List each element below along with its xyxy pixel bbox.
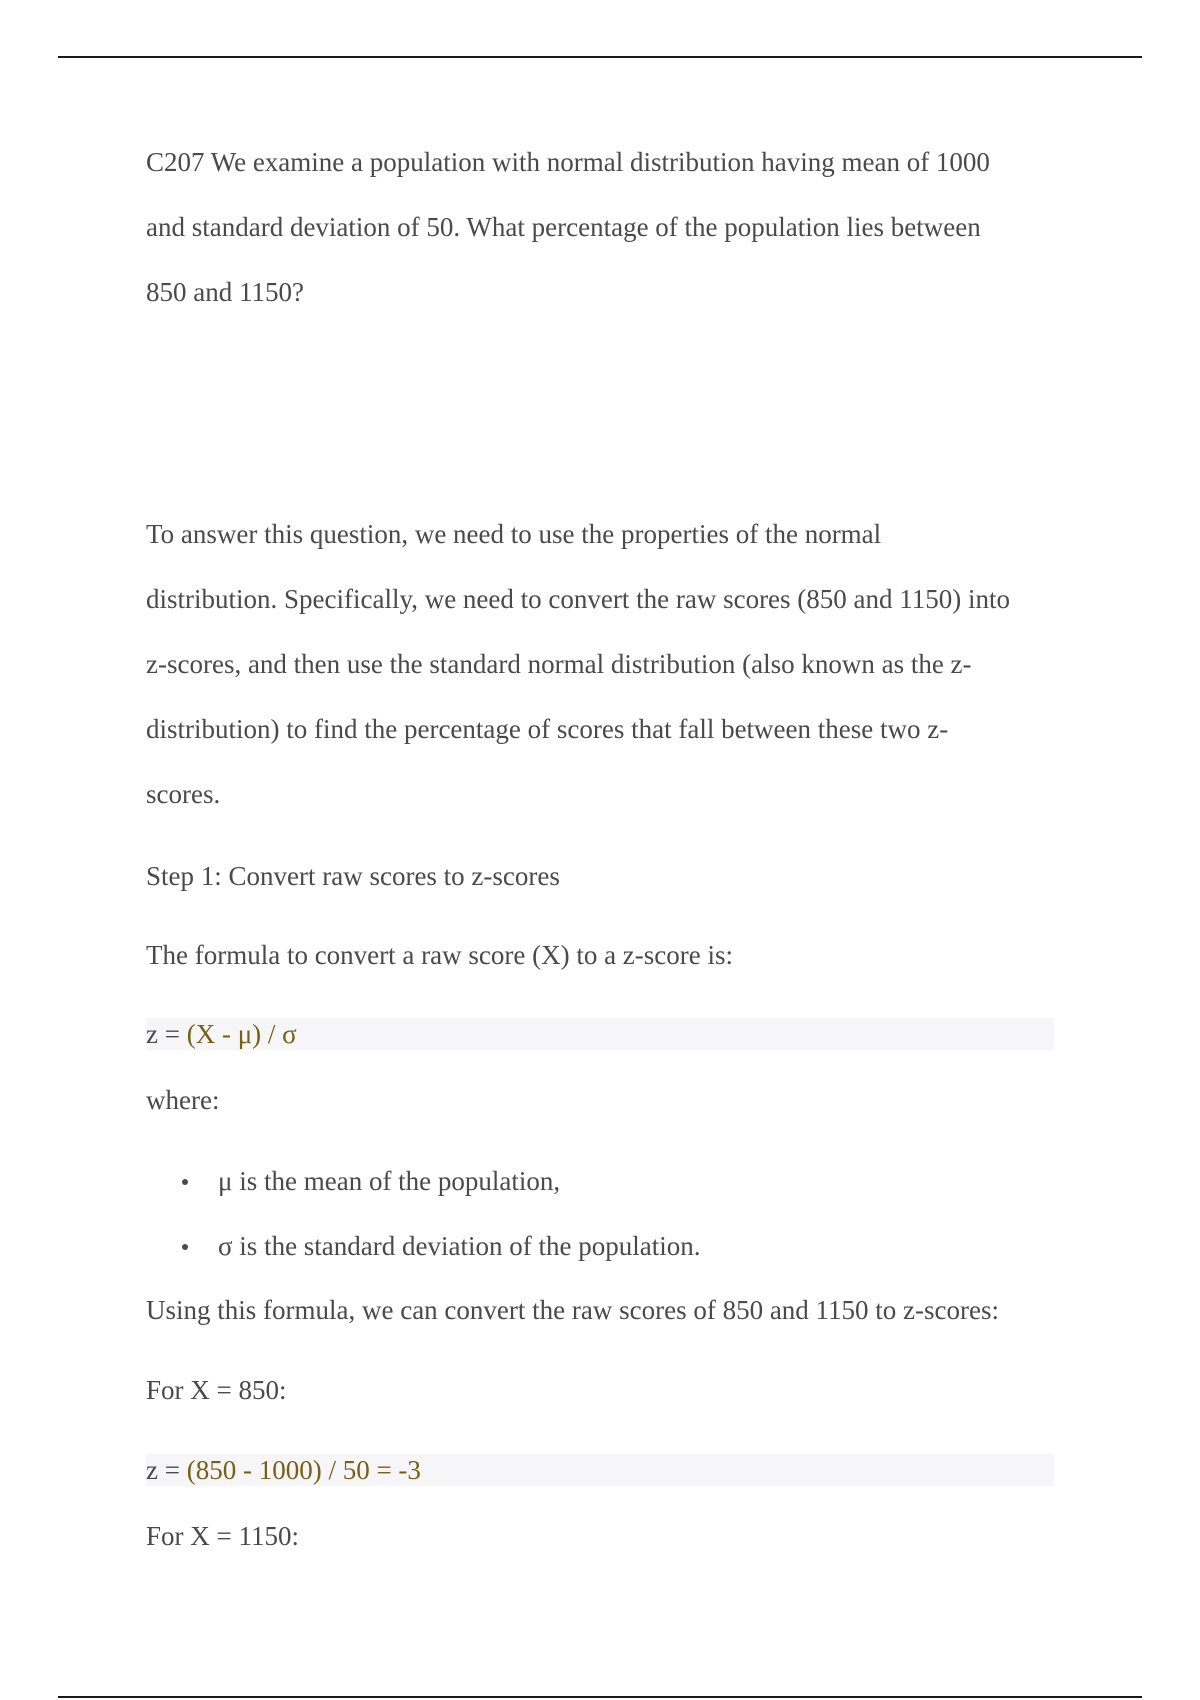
intro-line: distribution) to find the percentage of scores that fall between these two z- <box>146 714 949 744</box>
formula-prefix: z = <box>146 1019 187 1049</box>
for-1150-label: For X = 1150: <box>146 1521 299 1551</box>
variable-list <box>182 1149 1042 1279</box>
intro-line: distribution. Specifically, we need to convert the raw scores (850 and 1150) into <box>146 584 1011 614</box>
question-paragraph <box>146 130 1066 325</box>
where-label: where: <box>146 1085 220 1115</box>
bottom-rule <box>58 1696 1142 1698</box>
formula-intro: The formula to convert a raw score (X) to a z-score is: <box>146 940 733 970</box>
list-item-text: σ is the standard deviation of the population. <box>218 1231 701 1261</box>
list-item-text: μ is the mean of the population, <box>218 1166 561 1196</box>
question-line: and standard deviation of 50. What percentage of the population lies between <box>146 212 981 242</box>
question-line: C207 We examine a population with normal distribution having mean of 1000 <box>146 147 990 177</box>
intro-line: To answer this question, we need to use the properties of the normal <box>146 519 882 549</box>
using-paragraph: Using this formula, we can convert the raw scores of 850 and 1150 to z-scores: <box>146 1295 1000 1325</box>
calc-850-prefix: z = <box>146 1455 187 1485</box>
z-formula <box>146 1018 1054 1050</box>
for-850-label: For X = 850: <box>146 1375 287 1405</box>
z-850-calculation <box>146 1454 1054 1486</box>
intro-line: scores. <box>146 779 221 809</box>
calc-850-body: (850 - 1000) / 50 = -3 <box>186 1455 421 1485</box>
bullet-icon <box>182 1179 188 1185</box>
intro-paragraph <box>146 502 1066 827</box>
formula-body: (X - μ) / σ <box>186 1019 297 1049</box>
bullet-icon <box>182 1244 188 1250</box>
list-item <box>182 1214 1042 1279</box>
intro-line: z-scores, and then use the standard normal distribution (also known as the z- <box>146 649 972 679</box>
top-rule <box>58 56 1142 58</box>
list-item <box>182 1149 1042 1214</box>
step1-heading: Step 1: Convert raw scores to z-scores <box>146 861 560 891</box>
question-line: 850 and 1150? <box>146 277 304 307</box>
